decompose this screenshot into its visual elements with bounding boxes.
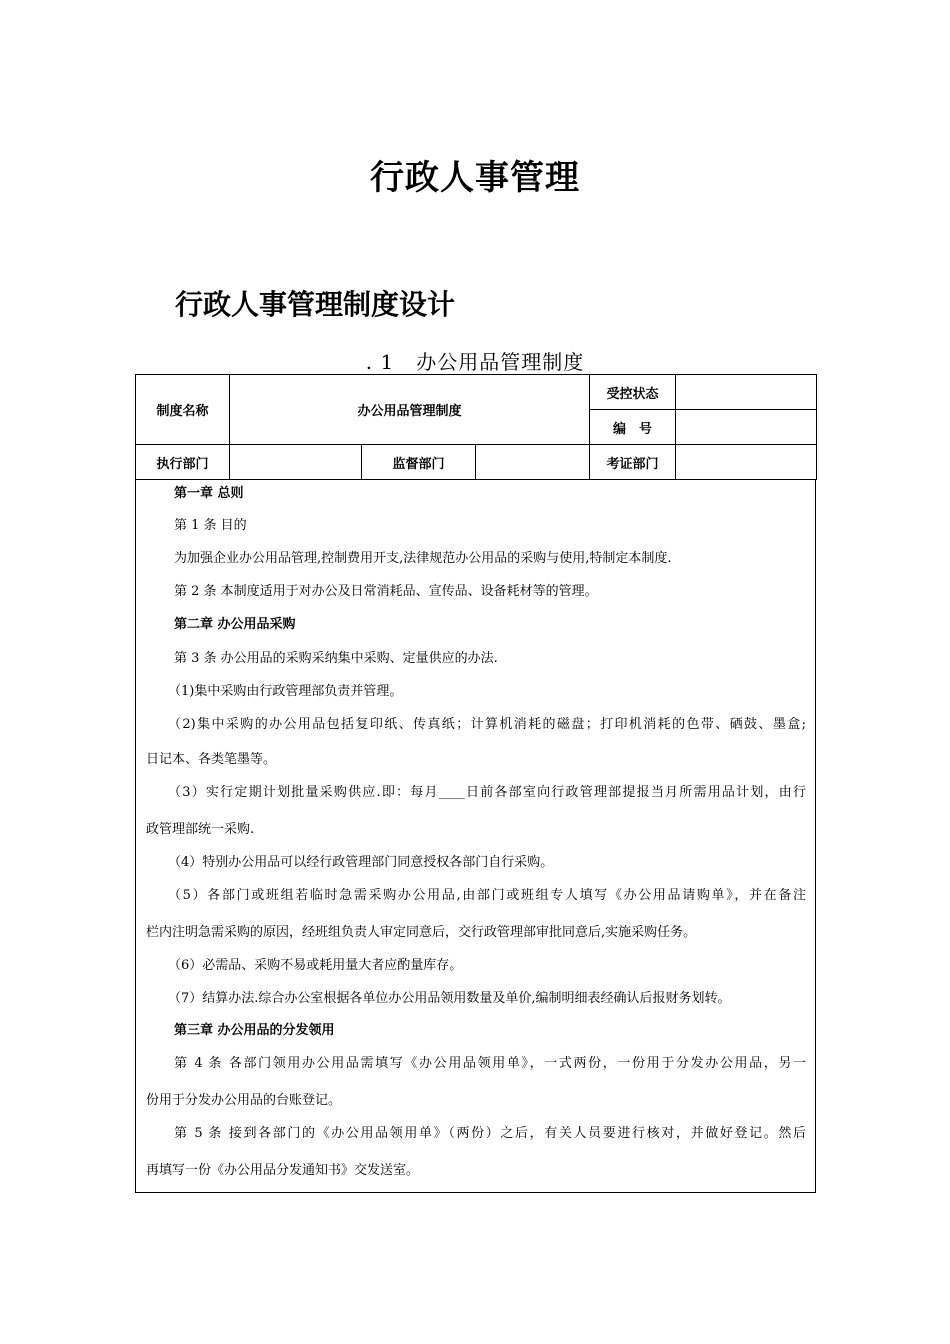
clause-line: （5）各部门或班组若临时急需采购办公用品,由部门或班组专人填写《办公用品请购单》，并在备注: [168, 888, 806, 903]
regulation-body: [135, 479, 816, 1193]
verify-dept-label: 考证部门: [590, 445, 676, 480]
clause-continuation: 栏内注明急需采购的原因，经班组负责人审定同意后，交行政管理部审批同意后,实施采购任务。: [146, 925, 697, 940]
clause-line: （7）结算办法.综合办公室根据各单位办公用品领用数量及单价,编制明细表经确认后报财务划转。: [168, 991, 731, 1006]
name-value: 办公用品管理制度: [230, 375, 590, 445]
subsection-text: 办公用品管理制度: [416, 350, 585, 374]
supervise-dept-value: [476, 445, 590, 480]
page-title: 行政人事管理: [370, 158, 580, 198]
control-status-label: 受控状态: [590, 375, 676, 410]
exec-dept-label: 执行部门: [136, 445, 230, 480]
control-status-value: [676, 375, 817, 410]
subsection-number: . 1: [365, 350, 395, 374]
article-line: 第 1 条 目的: [174, 518, 247, 533]
section-title: 行政人事管理制度设计: [175, 288, 456, 321]
supervise-dept-label: 监督部门: [362, 445, 476, 480]
clause-line: （3）实行定期计划批量采购供应.即：每月____日前各部室向行政管理部提报当月所需用品计划，由行: [168, 785, 806, 800]
article-line: 第 5 条 接到各部门的《办公用品领用单》（两份）之后，有关人员要进行核对，并做好登记。然后: [174, 1126, 806, 1141]
article-line: 第 3 条 办公用品的采购采纳集中采购、定量供应的办法.: [174, 651, 498, 666]
clause-continuation: 日记本、各类笔墨等。: [146, 752, 277, 767]
number-label: 编 号: [590, 410, 676, 445]
article-line: 第 2 条 本制度适用于对办公及日常消耗品、宣传品、设备耗材等的管理。: [174, 584, 598, 599]
verify-dept-value: [676, 445, 817, 480]
number-value: [676, 410, 817, 445]
clause-line: （6）必需品、采购不易或耗用量大者应酌量库存。: [168, 958, 463, 973]
clause-line: （1)集中采购由行政管理部负责并管理。: [168, 684, 403, 699]
subsection-title: [0, 346, 950, 375]
exec-dept-value: [230, 445, 362, 480]
article-continuation: 再填写一份《办公用品分发通知书》交发送室。: [146, 1163, 420, 1178]
clause-continuation: 政管理部统一采购.: [146, 822, 255, 837]
regulation-info-table: [135, 374, 817, 480]
chapter-heading: 第一章 总则: [174, 486, 244, 501]
clause-line: （4）特别办公用品可以经行政管理部门同意授权各部门自行采购。: [168, 855, 554, 870]
clause-line: （2)集中采购的办公用品包括复印纸、传真纸；计算机消耗的磁盘；打印机消耗的色带、硒鼓、墨盒;: [168, 717, 806, 732]
chapter-heading: 第二章 办公用品采购: [174, 617, 296, 632]
article-continuation: 份用于分发办公用品的台账登记。: [146, 1093, 342, 1108]
name-label: 制度名称: [136, 375, 230, 445]
chapter-heading: 第三章 办公用品的分发领用: [174, 1023, 335, 1038]
article-line: 第 4 条 各部门领用办公用品需填写《办公用品领用单》，一式两份，一份用于分发办公用品，另一: [174, 1056, 806, 1071]
article-line: 为加强企业办公用品管理,控制费用开支,法律规范办公用品的采购与使用,特制定本制度.: [174, 551, 672, 566]
